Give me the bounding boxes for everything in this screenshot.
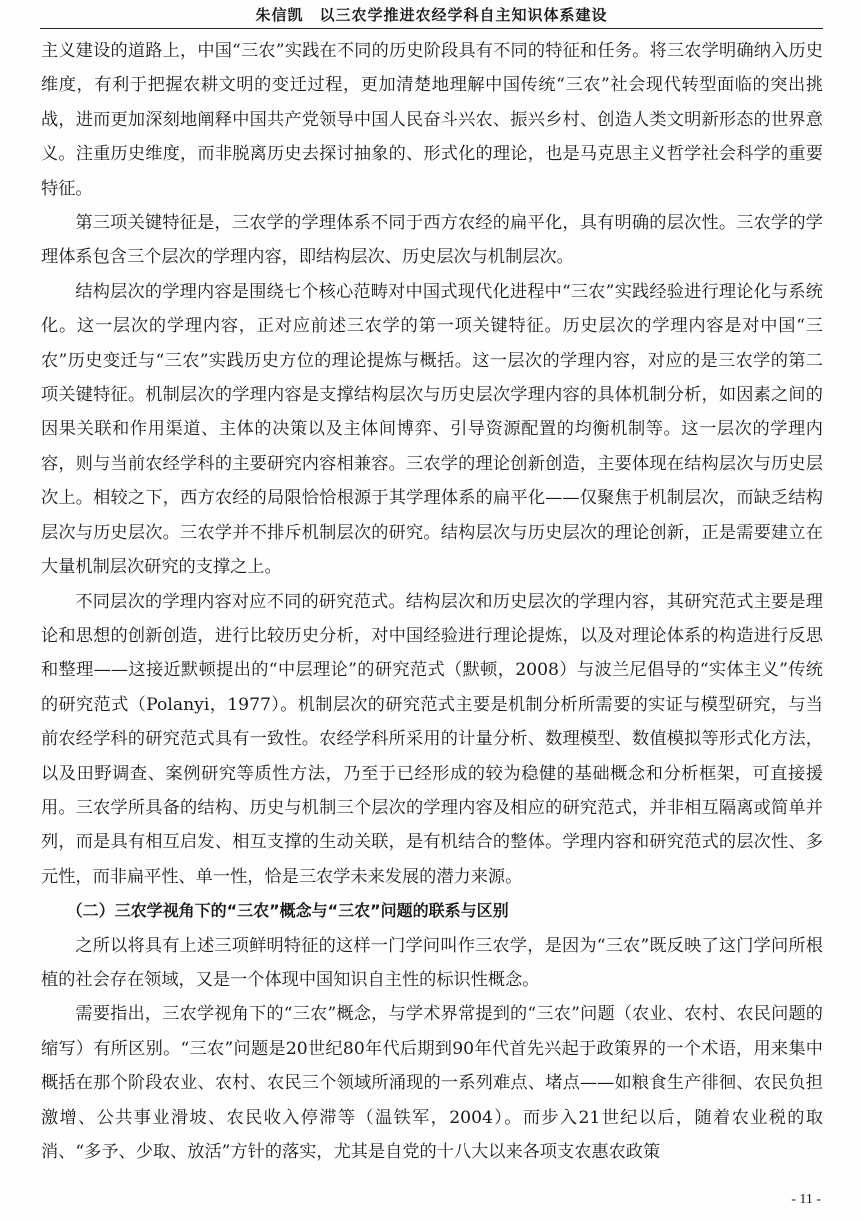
paragraph: 需要指出，三农学视角下的“三农”概念，与学术界常提到的“三农”问题（农业、农村、农民问题的缩写）有所区别。“三农”问题是20世纪80年代后期到90年代首先兴起于政策界的一个术语，用来集中概括在那个阶段农业、农村、农民三个领域所涌现的一系列难点、堵点——如粮食生产徘徊、农民负担激增、公共事业滑坡、农民收入停滞等（温铁军，2004）。而步入21世纪以后，随着农业税的取消、“多予、少取、放活”方针的落实，尤其是自党的十八大以来各项支农惠农政策	[41, 1004, 823, 1162]
section-heading: （二）三农学视角下的“三农”概念与“三农”问题的联系与区别	[66, 901, 509, 921]
page-number: - 11 -	[791, 1192, 821, 1207]
body-text	[41, 34, 823, 1169]
header-rule	[40, 28, 823, 29]
paragraph-continued: 主义建设的道路上，中国“三农”实践在不同的历史阶段具有不同的特征和任务。将三农学明确纳入历史维度，有利于把握农耕文明的变迁过程，更加清楚地理解中国传统“三农”社会现代转型面临的突出挑战，进而更加深刻地阐释中国共产党领导中国人民奋斗兴农、振兴乡村、创造人类文明新形态的世界意义。注重历史维度，而非脱离历史去探讨抽象的、形式化的理论，也是马克思主义哲学社会科学的重要特征。	[41, 41, 823, 199]
paragraph: 第三项关键特征是，三农学的学理体系不同于西方农经的扁平化，具有明确的层次性。三农学的学理体系包含三个层次的学理内容，即结构层次、历史层次与机制层次。	[41, 213, 823, 268]
paragraph: 不同层次的学理内容对应不同的研究范式。结构层次和历史层次的学理内容，其研究范式主要是理论和思想的创新创造，进行比较历史分析，对中国经验进行理论提炼，以及对理论体系的构造进行反思和整理——这接近默顿提出的“中层理论”的研究范式（默顿，2008）与波兰尼倡导的“实体主义”传统的研究范式（Polanyi，1977）。机制层次的研究范式主要是机制分析所需要的实证与模型研究，与当前农经学科的研究范式具有一致性。农经学科所采用的计量分析、数理模型、数值模拟等形式化方法，以及田野调查、案例研究等质性方法，乃至于已经形成的较为稳健的基础概念和分析框架，可直接援用。三农学所具备的结构、历史与机制三个层次的学理内容及相应的研究范式，并非相互隔离或简单并列，而是具有相互启发、相互支撑的生动关联，是有机结合的整体。学理内容和研究范式的层次性、多元性，而非扁平性、单一性，恰是三农学未来发展的潜力来源。	[41, 591, 823, 887]
paragraph: 结构层次的学理内容是围绕七个核心范畴对中国式现代化进程中“三农”实践经验进行理论化与系统化。这一层次的学理内容，正对应前述三农学的第一项关键特征。历史层次的学理内容是对中国“三农”历史变迁与“三农”实践历史方位的理论提炼与概括。这一层次的学理内容，对应的是三农学的第二项关键特征。机制层次的学理内容是支撑结构层次与历史层次学理内容的具体机制分析，如因素之间的因果关联和作用渠道、主体的决策以及主体间博弈、引导资源配置的均衡机制等。这一层次的学理内容，则与当前农经学科的主要研究内容相兼容。三农学的理论创新创造，主要体现在结构层次与历史层次上。相较之下，西方农经的局限恰恰根源于其学理体系的扁平化——仅聚焦于机制层次，而缺乏结构层次与历史层次。三农学并不排斥机制层次的研究。结构层次与历史层次的理论创新，正是需要建立在大量机制层次研究的支撑之上。	[41, 281, 823, 578]
paragraph: 之所以将具有上述三项鲜明特征的这样一门学问叫作三农学，是因为“三农”既反映了这门学问所根植的社会存在领域，又是一个体现中国知识自主性的标识性概念。	[41, 935, 823, 990]
running-header: 朱信凯 以三农学推进农经学科自主知识体系建设	[255, 6, 608, 24]
